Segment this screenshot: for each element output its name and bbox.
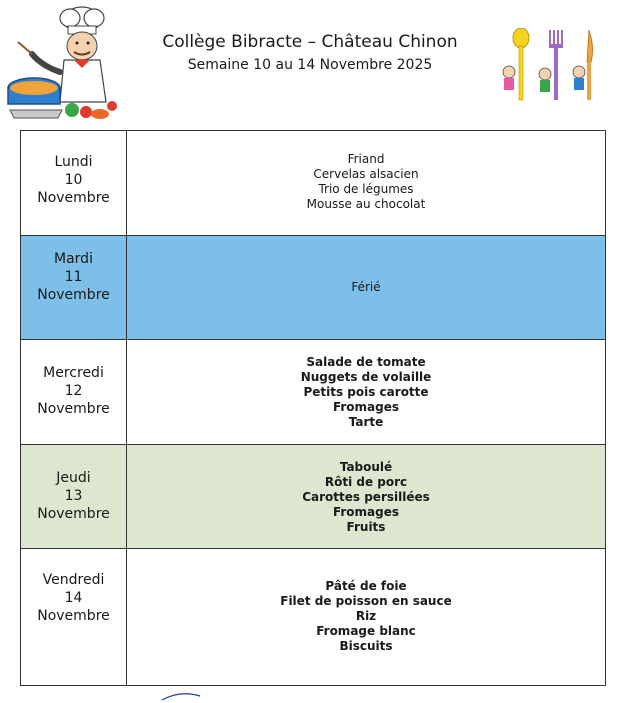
day-date: 14: [64, 590, 83, 606]
day-month: Novembre: [37, 506, 110, 522]
menu-row-mardi: [21, 236, 605, 340]
page-title: Collège Bibracte – Château Chinon: [162, 32, 458, 52]
week-subtitle: Semaine 10 au 14 Novembre 2025: [187, 57, 433, 73]
dish-item: Salade de tomate: [306, 355, 426, 369]
day-name: Mercredi: [43, 365, 104, 381]
day-cell: [21, 131, 127, 235]
day-name: Mardi: [54, 251, 93, 267]
menu-table: [20, 130, 606, 686]
dish-item: Rôti de porc: [324, 475, 408, 489]
dishes-cell: [127, 340, 605, 444]
pen-scribble: [160, 690, 210, 702]
dish-item: Férié: [351, 280, 381, 294]
dish-item: Riz: [355, 609, 377, 623]
day-date: 13: [64, 488, 83, 504]
dish-item: Taboulé: [339, 460, 393, 474]
kids-cutlery-illustration: [495, 28, 605, 102]
day-name: Lundi: [54, 154, 93, 170]
dish-item: Cervelas alsacien: [313, 167, 419, 181]
day-name: Vendredi: [42, 572, 105, 588]
chef-illustration: [2, 2, 122, 126]
day-name: Jeudi: [56, 470, 91, 486]
dish-item: Fromages: [332, 400, 400, 414]
dish-item: Carottes persillées: [302, 490, 430, 504]
day-month: Novembre: [37, 287, 110, 303]
day-cell: [21, 549, 127, 685]
day-date: 12: [64, 383, 83, 399]
dish-item: Filet de poisson en sauce: [280, 594, 452, 608]
day-month: Novembre: [37, 190, 110, 206]
day-date: 11: [64, 269, 83, 285]
dish-item: Friand: [347, 152, 385, 166]
menu-row-lundi: [21, 131, 605, 236]
day-cell: [21, 340, 127, 444]
menu-row-mercredi: [21, 340, 605, 445]
day-cell: [21, 236, 127, 339]
dish-item: Mousse au chocolat: [306, 197, 426, 211]
dishes-cell: [127, 236, 605, 339]
dish-item: Nuggets de volaille: [300, 370, 432, 384]
menu-row-jeudi: [21, 445, 605, 549]
day-month: Novembre: [37, 401, 110, 417]
dish-item: Fromages: [332, 505, 400, 519]
day-date: 10: [64, 172, 83, 188]
dish-item: Fromage blanc: [316, 624, 416, 638]
day-month: Novembre: [37, 608, 110, 624]
dish-item: Trio de légumes: [318, 182, 414, 196]
day-cell: [21, 445, 127, 548]
dish-item: Biscuits: [339, 639, 393, 653]
dishes-cell: [127, 549, 605, 685]
dishes-cell: [127, 131, 605, 235]
dishes-cell: [127, 445, 605, 548]
dish-item: Pâté de foie: [325, 579, 407, 593]
dish-item: Tarte: [348, 415, 384, 429]
dish-item: Petits pois carotte: [303, 385, 429, 399]
dish-item: Fruits: [346, 520, 386, 534]
menu-row-vendredi: [21, 549, 605, 685]
